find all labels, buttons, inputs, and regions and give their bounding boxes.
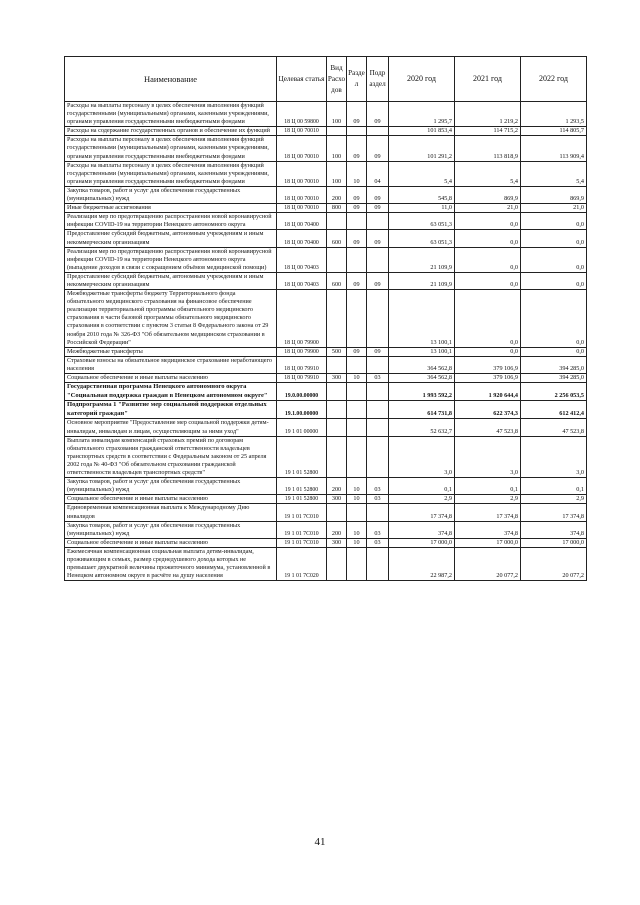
row-name: Выплата инвалидам компенсаций страховых премий по договорам обязательного страхования гражданской ответственности владельцев транспортных средств в соответствии с Федеральным законом от 25 апреля 2002 года № 40-ФЗ "Об обязательном страховании гражданской ответственности владельцев транспортных средств": [65, 436, 277, 477]
row-vid: 600: [327, 272, 347, 289]
row-razdel: [347, 127, 367, 136]
table-row: [65, 356, 587, 373]
row-value-2021: 0,0: [455, 347, 521, 356]
row-name: Расходы на выплаты персоналу в целях обеспечения выполнения функций государственными (муниципальными) органами, казенными учреждениями, органами управления государственными внебюджетными фондами: [65, 102, 277, 127]
row-podrazdel: [367, 504, 389, 521]
row-value-2020: 13 100,1: [389, 290, 455, 348]
header-razdel: Разде л: [347, 57, 367, 102]
row-value-2022: 20 077,2: [521, 547, 587, 580]
row-value-2022: 869,9: [521, 186, 587, 203]
row-vid: 100: [327, 161, 347, 186]
row-name: Страховые взносы на обязательное медицинское страхование неработающего населения: [65, 356, 277, 373]
row-razdel: 09: [347, 204, 367, 213]
row-target-code: 19 1 01 7С010: [277, 504, 327, 521]
row-name: Закупка товаров, работ и услуг для обеспечения государственных (муниципальных) нужд: [65, 186, 277, 203]
table-row: [65, 290, 587, 348]
row-name: Закупка товаров, работ и услуг для обеспечения государственных (муниципальных) нужд: [65, 478, 277, 495]
row-razdel: 10: [347, 538, 367, 547]
row-podrazdel: 03: [367, 374, 389, 383]
row-value-2020: 21 109,9: [389, 247, 455, 272]
header-2021: 2021 год: [455, 57, 521, 102]
row-value-2022: 5,4: [521, 161, 587, 186]
row-value-2022: 113 909,4: [521, 136, 587, 161]
row-vid: [327, 356, 347, 373]
row-value-2020: 22 987,2: [389, 547, 455, 580]
header-name: Наименование: [65, 57, 277, 102]
row-value-2020: 101 291,2: [389, 136, 455, 161]
table-row: [65, 495, 587, 504]
row-podrazdel: [367, 127, 389, 136]
row-podrazdel: [367, 213, 389, 230]
row-value-2021: 0,1: [455, 478, 521, 495]
row-target-code: 18 Ц 00 79910: [277, 374, 327, 383]
row-value-2020: 1 295,7: [389, 102, 455, 127]
row-razdel: [347, 547, 367, 580]
row-target-code: 18 Ц 00 70403: [277, 272, 327, 289]
row-value-2021: 0,0: [455, 272, 521, 289]
row-value-2020: 0,1: [389, 478, 455, 495]
row-target-code: 19 1 01 52800: [277, 495, 327, 504]
row-razdel: [347, 419, 367, 436]
table-row: [65, 401, 587, 419]
row-name: Расходы на содержание государственных органов и обеспечение их функций: [65, 127, 277, 136]
row-razdel: 09: [347, 230, 367, 247]
row-razdel: [347, 436, 367, 477]
row-target-code: 19 1 01 00000: [277, 419, 327, 436]
row-value-2022: 0,0: [521, 347, 587, 356]
row-podrazdel: [367, 247, 389, 272]
row-value-2020: 364 562,8: [389, 374, 455, 383]
header-2020: 2020 год: [389, 57, 455, 102]
row-value-2021: 0,0: [455, 290, 521, 348]
row-value-2022: 114 805,7: [521, 127, 587, 136]
table-row: [65, 478, 587, 495]
row-value-2021: 869,9: [455, 186, 521, 203]
row-vid: 500: [327, 347, 347, 356]
row-name: Предоставление субсидий бюджетным, автономным учреждениям и иным некоммерческим организациям: [65, 230, 277, 247]
row-podrazdel: [367, 356, 389, 373]
header-podrazdel: Подр аздел: [367, 57, 389, 102]
row-value-2021: 5,4: [455, 161, 521, 186]
row-podrazdel: [367, 436, 389, 477]
header-target: Целевая статья: [277, 57, 327, 102]
row-target-code: 19 1 01 7С010: [277, 538, 327, 547]
row-value-2022: 0,0: [521, 290, 587, 348]
row-vid: [327, 127, 347, 136]
row-value-2021: 0,0: [455, 213, 521, 230]
row-name: Предоставление субсидий бюджетным, автономным учреждениям и иным некоммерческим организациям: [65, 272, 277, 289]
row-target-code: 19.1.00.00000: [277, 401, 327, 419]
row-podrazdel: 09: [367, 204, 389, 213]
row-target-code: 18 Ц 00 59800: [277, 102, 327, 127]
row-podrazdel: 09: [367, 230, 389, 247]
row-value-2022: 394 285,0: [521, 374, 587, 383]
table-row: [65, 213, 587, 230]
row-value-2021: 17 374,8: [455, 504, 521, 521]
row-podrazdel: 04: [367, 161, 389, 186]
row-value-2022: 0,1: [521, 478, 587, 495]
row-razdel: [347, 383, 367, 401]
page-number: 41: [314, 836, 326, 848]
table-row: [65, 136, 587, 161]
row-value-2022: 0,0: [521, 230, 587, 247]
row-name: Реализация мер по предотвращению распространения новой коронавирусной инфекции COVID-19 на территории Ненецкого автономного округа (выпадение доходов в связи с сокращением объёмов медицинской помощи): [65, 247, 277, 272]
row-vid: [327, 436, 347, 477]
row-razdel: 10: [347, 478, 367, 495]
row-razdel: 10: [347, 161, 367, 186]
row-podrazdel: 09: [367, 136, 389, 161]
row-podrazdel: 09: [367, 347, 389, 356]
row-target-code: 18 Ц 00 79900: [277, 347, 327, 356]
row-podrazdel: 03: [367, 495, 389, 504]
row-vid: 300: [327, 495, 347, 504]
row-vid: [327, 401, 347, 419]
table-row: [65, 521, 587, 538]
row-value-2022: 3,0: [521, 436, 587, 477]
table-row: [65, 204, 587, 213]
row-target-code: 18 Ц 00 70403: [277, 247, 327, 272]
header-vid: Вид Расхо дов: [327, 57, 347, 102]
row-value-2020: 364 562,8: [389, 356, 455, 373]
row-razdel: 10: [347, 374, 367, 383]
row-podrazdel: 09: [367, 102, 389, 127]
row-podrazdel: [367, 547, 389, 580]
row-vid: 300: [327, 374, 347, 383]
row-razdel: 09: [347, 102, 367, 127]
document-page: [64, 56, 586, 581]
table-row: [65, 230, 587, 247]
row-value-2020: 614 731,8: [389, 401, 455, 419]
row-razdel: [347, 247, 367, 272]
row-value-2021: 114 715,2: [455, 127, 521, 136]
table-row: [65, 374, 587, 383]
row-name: Иные бюджетные ассигнования: [65, 204, 277, 213]
row-value-2021: 47 523,8: [455, 419, 521, 436]
table-row: [65, 247, 587, 272]
row-razdel: [347, 356, 367, 373]
row-value-2021: 3,0: [455, 436, 521, 477]
row-name: Закупка товаров, работ и услуг для обеспечения государственных (муниципальных) нужд: [65, 521, 277, 538]
row-name: Расходы на выплаты персоналу в целях обеспечения выполнения функций государственными (муниципальными) органами, казенными учреждениями, органами управления государственными внебюджетными фондами: [65, 161, 277, 186]
row-value-2021: 17 000,0: [455, 538, 521, 547]
row-value-2020: 2,9: [389, 495, 455, 504]
row-razdel: [347, 504, 367, 521]
row-vid: [327, 547, 347, 580]
row-value-2022: 2,9: [521, 495, 587, 504]
row-razdel: 09: [347, 186, 367, 203]
row-vid: 200: [327, 478, 347, 495]
row-name: Межбюджетные трансферты бюджету Территориального фонда обязательного медицинского страхования на финансовое обеспечение реализации территориальной программы обязательного медицинского страхования в части базовой программы обязательного медицинского страхования в соответствии с пунктом 3 статьи 8 Федерального закона от 29 ноября 2010 года № 326-ФЗ "Об обязательном медицинском страховании в Российской Федерации": [65, 290, 277, 348]
row-razdel: 09: [347, 136, 367, 161]
row-vid: [327, 290, 347, 348]
row-value-2022: 1 293,5: [521, 102, 587, 127]
row-podrazdel: [367, 383, 389, 401]
row-vid: 200: [327, 186, 347, 203]
row-target-code: 18 Ц 00 70400: [277, 230, 327, 247]
row-vid: [327, 247, 347, 272]
row-name: Ежемесячная компенсационная социальная выплата детям-инвалидам, проживающим в семьях, размер среднедушевого дохода которых не превышает двукратной величины прожиточного минимума, установленной в Ненецком автономном округе в расчёте на душу населения: [65, 547, 277, 580]
row-value-2020: 21 109,9: [389, 272, 455, 289]
row-value-2020: 63 051,3: [389, 213, 455, 230]
row-name: Подпрограмма 1 "Развитие мер социальной поддержки отдельных категорий граждан": [65, 401, 277, 419]
row-value-2020: 3,0: [389, 436, 455, 477]
row-value-2022: 17 000,0: [521, 538, 587, 547]
row-target-code: 18 Ц 00 70010: [277, 161, 327, 186]
row-value-2021: 113 818,9: [455, 136, 521, 161]
header-2022: 2022 год: [521, 57, 587, 102]
row-razdel: [347, 401, 367, 419]
row-value-2020: 11,0: [389, 204, 455, 213]
row-value-2020: 374,8: [389, 521, 455, 538]
row-value-2020: 17 000,0: [389, 538, 455, 547]
row-target-code: 18 Ц 00 79910: [277, 356, 327, 373]
row-vid: 100: [327, 136, 347, 161]
row-value-2022: 0,0: [521, 247, 587, 272]
row-target-code: 19 1 01 7С010: [277, 521, 327, 538]
table-row: [65, 547, 587, 580]
row-value-2020: 13 100,1: [389, 347, 455, 356]
row-value-2021: 2,9: [455, 495, 521, 504]
row-name: Расходы на выплаты персоналу в целях обеспечения выполнения функций государственными (муниципальными) органами, казенными учреждениями, органами управления государственными внебюджетными фондами: [65, 136, 277, 161]
row-value-2022: 17 374,8: [521, 504, 587, 521]
row-target-code: 18 Ц 00 70400: [277, 213, 327, 230]
row-target-code: 19.0.00.00000: [277, 383, 327, 401]
row-value-2022: 612 412,4: [521, 401, 587, 419]
row-value-2022: 0,0: [521, 272, 587, 289]
row-razdel: 10: [347, 521, 367, 538]
row-podrazdel: 03: [367, 478, 389, 495]
row-name: Основное мероприятие "Предоставление мер социальной поддержки детям-инвалидам, инвалидам и лицам, осуществляющим за ними уход": [65, 419, 277, 436]
row-target-code: 18 Ц 00 70010: [277, 127, 327, 136]
row-razdel: [347, 213, 367, 230]
table-row: [65, 383, 587, 401]
row-target-code: 18 Ц 00 70010: [277, 136, 327, 161]
row-value-2021: 1 920 644,4: [455, 383, 521, 401]
table-row: [65, 419, 587, 436]
row-razdel: 09: [347, 272, 367, 289]
table-header-row: [65, 57, 587, 102]
row-vid: [327, 213, 347, 230]
row-value-2022: 0,0: [521, 213, 587, 230]
table-body: [65, 102, 587, 581]
table-row: [65, 347, 587, 356]
row-podrazdel: 03: [367, 538, 389, 547]
row-value-2021: 0,0: [455, 230, 521, 247]
row-vid: 200: [327, 521, 347, 538]
row-value-2022: 47 523,8: [521, 419, 587, 436]
row-value-2020: 101 853,4: [389, 127, 455, 136]
row-vid: [327, 383, 347, 401]
row-vid: [327, 504, 347, 521]
row-value-2020: 52 632,7: [389, 419, 455, 436]
row-name: Межбюджетные трансферты: [65, 347, 277, 356]
row-podrazdel: [367, 401, 389, 419]
row-vid: [327, 419, 347, 436]
row-podrazdel: [367, 419, 389, 436]
row-vid: 100: [327, 102, 347, 127]
row-name: Социальное обеспечение и иные выплаты населению: [65, 374, 277, 383]
row-value-2021: 0,0: [455, 247, 521, 272]
row-value-2021: 1 219,2: [455, 102, 521, 127]
row-podrazdel: 09: [367, 186, 389, 203]
table-row: [65, 272, 587, 289]
row-value-2021: 374,8: [455, 521, 521, 538]
row-value-2020: 63 051,3: [389, 230, 455, 247]
row-value-2020: 5,4: [389, 161, 455, 186]
row-vid: 300: [327, 538, 347, 547]
row-target-code: 19 1 01 7С020: [277, 547, 327, 580]
row-target-code: 19 1 01 52800: [277, 436, 327, 477]
row-value-2021: 622 374,3: [455, 401, 521, 419]
row-vid: 800: [327, 204, 347, 213]
table-row: [65, 161, 587, 186]
row-value-2021: 379 106,9: [455, 374, 521, 383]
row-value-2020: 1 993 592,2: [389, 383, 455, 401]
row-value-2021: 379 106,9: [455, 356, 521, 373]
row-value-2022: 394 285,0: [521, 356, 587, 373]
table-row: [65, 127, 587, 136]
table-row: [65, 538, 587, 547]
row-name: Государственная программа Ненецкого автономного округа "Социальная поддержка граждан в Ненецком автономном округе": [65, 383, 277, 401]
row-name: Социальное обеспечение и иные выплаты населению: [65, 495, 277, 504]
row-target-code: 18 Ц 00 79900: [277, 290, 327, 348]
row-vid: 600: [327, 230, 347, 247]
row-target-code: 19 1 01 52800: [277, 478, 327, 495]
row-value-2022: 2 256 053,5: [521, 383, 587, 401]
row-podrazdel: 03: [367, 521, 389, 538]
row-target-code: 18 Ц 00 70010: [277, 186, 327, 203]
row-name: Реализация мер по предотвращению распространения новой коронавирусной инфекции COVID-19 на территории Ненецкого автономного округа: [65, 213, 277, 230]
row-razdel: [347, 290, 367, 348]
row-value-2022: 21,0: [521, 204, 587, 213]
row-name: Единовременная компенсационная выплата к Международному Дню инвалидов: [65, 504, 277, 521]
table-row: [65, 186, 587, 203]
row-value-2021: 21,0: [455, 204, 521, 213]
row-podrazdel: 09: [367, 272, 389, 289]
table-row: [65, 436, 587, 477]
row-value-2022: 374,8: [521, 521, 587, 538]
table-row: [65, 504, 587, 521]
row-podrazdel: [367, 290, 389, 348]
row-target-code: 18 Ц 00 70010: [277, 204, 327, 213]
table-row: [65, 102, 587, 127]
row-name: Социальное обеспечение и иные выплаты населению: [65, 538, 277, 547]
row-value-2020: 17 374,8: [389, 504, 455, 521]
row-razdel: 10: [347, 495, 367, 504]
row-value-2020: 545,8: [389, 186, 455, 203]
budget-table: [64, 56, 587, 581]
row-razdel: 09: [347, 347, 367, 356]
row-value-2021: 20 077,2: [455, 547, 521, 580]
